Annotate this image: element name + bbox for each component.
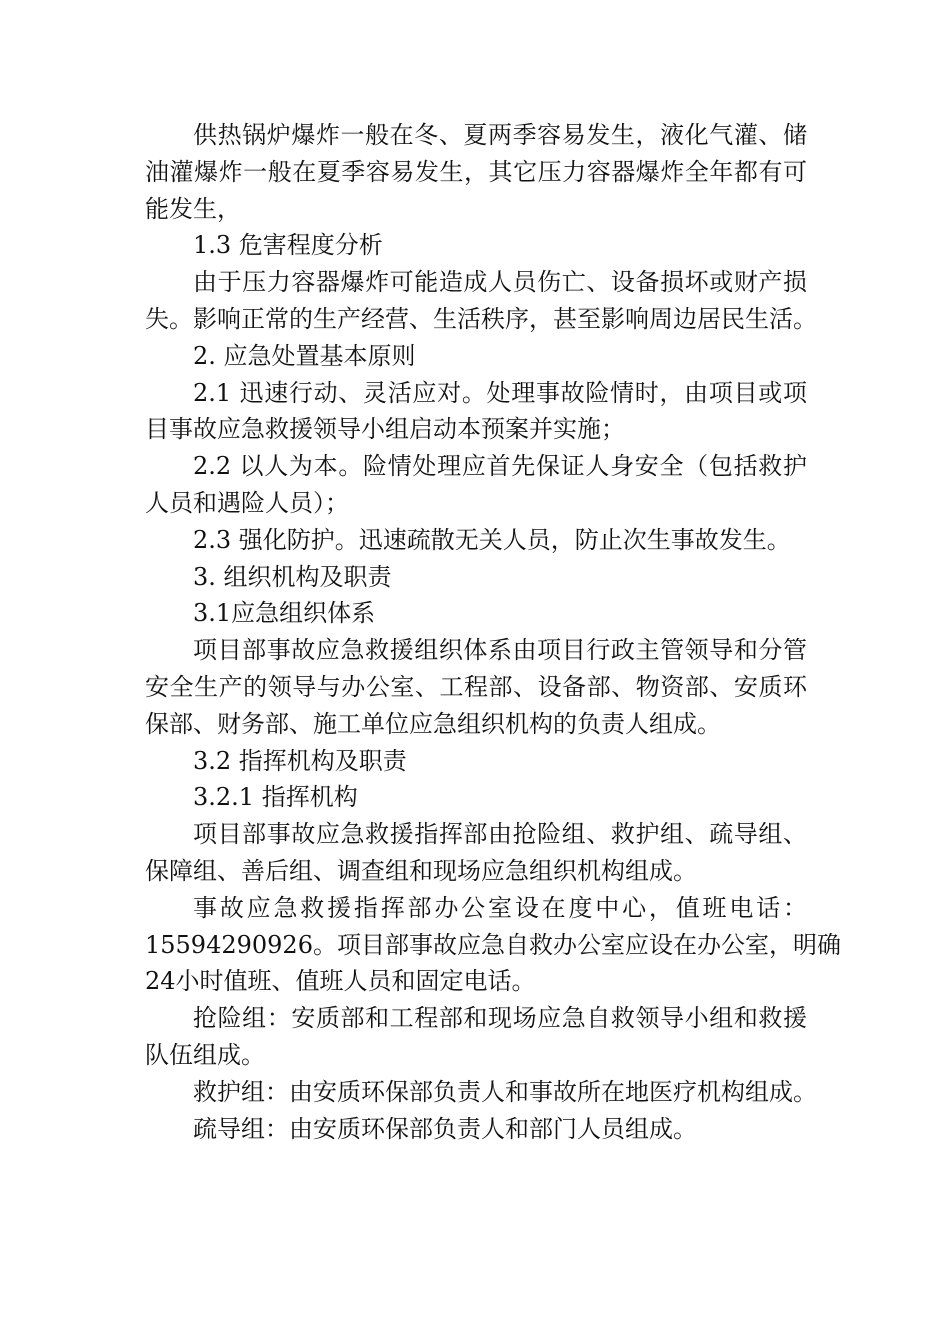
paragraph — [145, 1000, 807, 1074]
text-line: 保部、财务部、施工单位应急组织机构的负责人组成。 — [145, 709, 721, 738]
text-line: 供热锅炉爆炸一般在冬、夏两季容易发生，液化气灌、储 — [193, 121, 807, 149]
paragraph — [145, 890, 841, 1000]
section-heading — [145, 743, 807, 780]
text-line: 15594290926。项目部事故应急自救办公室应设在办公室，明确 — [145, 930, 841, 959]
text-line: 项目部事故应急救援组织体系由项目行政主管领导和分管 — [193, 636, 807, 665]
paragraph — [145, 816, 807, 890]
text-line: 2.2 以人为本。险情处理应首先保证人身安全（包括救护 — [193, 452, 807, 481]
paragraph — [145, 522, 807, 559]
paragraph — [145, 1111, 807, 1148]
text-line: 目事故应急救援领导小组启动本预案并实施； — [145, 415, 625, 444]
text-line: 失。影响正常的生产经营、生活秩序，甚至影响周边居民生活。 — [145, 304, 817, 333]
section-heading — [145, 559, 807, 596]
text-line: 疏导组：由安质环保部负责人和部门人员组成。 — [193, 1114, 697, 1143]
text-line: 项目部事故应急救援指挥部由抢险组、救护组、疏导组、 — [193, 820, 807, 849]
text-line: 油灌爆炸一般在夏季容易发生，其它压力容器爆炸全年都有可 — [145, 157, 807, 186]
paragraph — [145, 448, 807, 522]
text-line: 1.3 危害程度分析 — [193, 231, 383, 260]
text-line: 救护组：由安质环保部负责人和事故所在地医疗机构组成。 — [193, 1077, 817, 1106]
document-page — [145, 117, 841, 1147]
section-heading — [145, 779, 807, 816]
text-line: 能发生， — [145, 194, 241, 223]
text-line: 3.2.1 指挥机构 — [193, 783, 358, 812]
text-line: 队伍组成。 — [145, 1040, 265, 1069]
section-heading — [145, 595, 807, 632]
text-line: 安全生产的领导与办公室、工程部、设备部、物资部、安质环 — [145, 672, 807, 701]
text-line: 3.1应急组织体系 — [193, 599, 376, 628]
text-line: 3.2 指挥机构及职责 — [193, 746, 407, 775]
text-line: 2.1 迅速行动、灵活应对。处理事故险情时，由项目或项 — [193, 378, 807, 407]
text-line: 抢险组：安质部和工程部和现场应急自救领导小组和救援 — [193, 1004, 807, 1033]
text-line: 24小时值班、值班人员和固定电话。 — [145, 967, 536, 996]
text-line: 3. 组织机构及职责 — [193, 562, 392, 591]
section-heading — [145, 227, 807, 264]
paragraph — [145, 1074, 817, 1111]
text-line: 人员和遇险人员）； — [145, 488, 349, 517]
text-line: 由于压力容器爆炸可能造成人员伤亡、设备损坏或财产损 — [193, 268, 807, 297]
text-line: 事故应急救援指挥部办公室设在度中心，值班电话： — [193, 893, 807, 922]
paragraph — [145, 632, 807, 742]
paragraph — [145, 264, 817, 338]
paragraph — [145, 375, 807, 449]
section-heading — [145, 338, 807, 375]
text-line: 保障组、善后组、调查组和现场应急组织机构组成。 — [145, 856, 697, 885]
text-line: 2.3 强化防护。迅速疏散无关人员，防止次生事故发生。 — [193, 525, 791, 554]
paragraph — [145, 117, 807, 227]
text-line: 2. 应急处置基本原则 — [193, 341, 416, 370]
